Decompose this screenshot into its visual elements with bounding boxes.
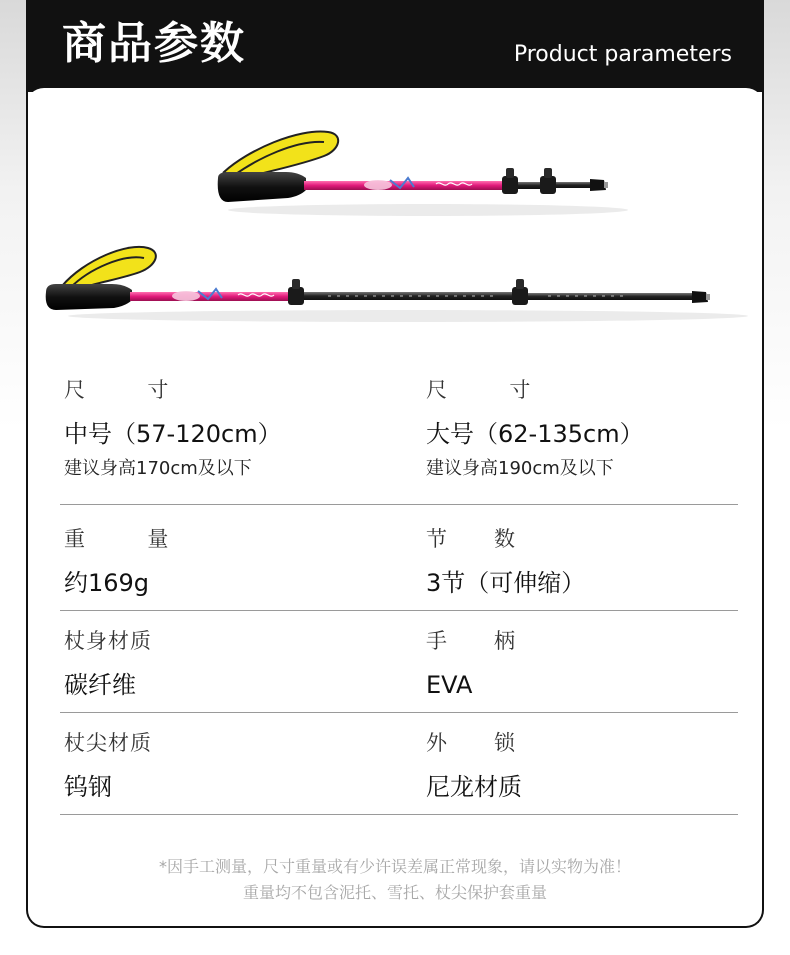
spec-label: 重 量 (64, 527, 170, 551)
spec-label: 节 数 (426, 527, 517, 551)
page-subtitle: Product parameters (513, 42, 732, 67)
spec-value: 碳纤维 (64, 671, 136, 699)
long-pole (46, 247, 748, 322)
spec-outer-lock (426, 729, 756, 803)
spec-label: 外 锁 (426, 731, 517, 755)
spec-label: 手 柄 (426, 629, 517, 653)
header-bar (28, 0, 762, 92)
spec-label: 尺 寸 (426, 378, 532, 402)
spec-row-size (60, 372, 738, 505)
spec-note: 建议身高190cm及以下 (426, 458, 614, 479)
spec-shaft-material (64, 627, 394, 701)
spec-value: 大号（62-135cm） (426, 420, 644, 448)
spec-label: 杖身材质 (64, 629, 152, 653)
spec-tip-material (64, 729, 394, 803)
spec-value: 尼龙材质 (426, 773, 522, 801)
spec-label: 杖尖材质 (64, 731, 152, 755)
spec-value: EVA (426, 671, 473, 699)
card-top (26, 88, 764, 108)
spec-weight (64, 525, 394, 599)
spec-value: 中号（57-120cm） (64, 420, 282, 448)
spec-label: 尺 寸 (64, 378, 170, 402)
spec-card (26, 0, 764, 928)
spec-note: 建议身高170cm及以下 (64, 458, 252, 479)
spec-value: 钨钢 (64, 773, 112, 801)
spec-value: 约169g (64, 569, 150, 597)
spec-size-medium (64, 376, 394, 482)
footnote-weight: 重量均不包含泥托、雪托、杖尖保护套重量 (242, 883, 547, 902)
page-title: 商品参数 (62, 18, 246, 69)
footnote-measurement: *因手工测量，尺寸重量或有少许误差属正常现象，请以实物为准！ (158, 857, 631, 876)
spec-row-weight (60, 505, 738, 611)
spec-size-large (426, 376, 756, 482)
spec-row-material (60, 611, 738, 713)
short-pole (218, 132, 628, 216)
spec-sections (426, 525, 756, 599)
spec-handle (426, 627, 756, 701)
spec-value: 3节（可伸缩） (426, 569, 586, 597)
spec-row-tip (60, 713, 738, 815)
trekking-poles-image (28, 110, 762, 340)
